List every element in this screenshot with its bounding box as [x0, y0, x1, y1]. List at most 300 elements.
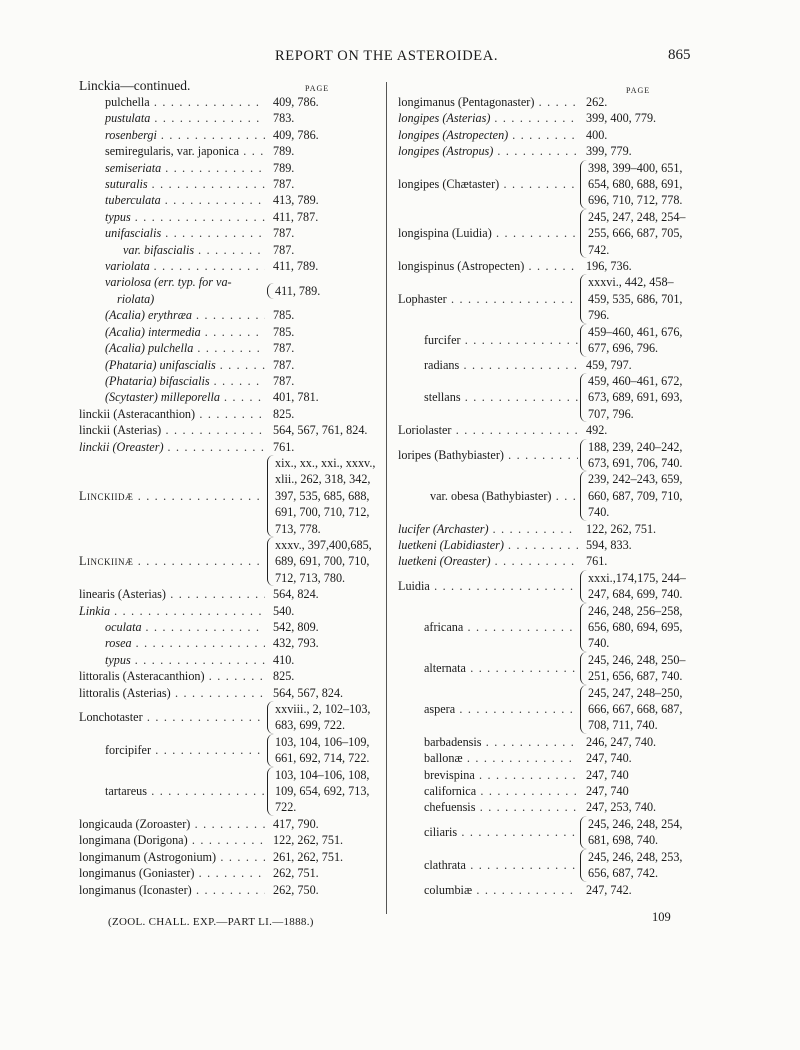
page-reference: 796.: [588, 308, 610, 323]
page-reference: 666, 667, 668, 687,: [588, 702, 683, 717]
page-references: [265, 258, 318, 274]
index-term: brevispina . . .: [398, 767, 578, 783]
page-references: [265, 160, 294, 176]
index-term: linckii (Oreaster) . . .: [79, 439, 265, 455]
index-term: rosea . . .: [79, 635, 265, 651]
page-references: [580, 324, 682, 357]
index-entry: [79, 340, 379, 356]
page-references: [265, 373, 294, 389]
index-entry: [79, 373, 379, 389]
page-reference: 401, 781.: [273, 390, 319, 405]
index-entry: [79, 307, 379, 323]
page-reference: 656, 680, 694, 695,: [588, 620, 683, 634]
running-title: REPORT ON THE ASTEROIDEA.: [275, 48, 499, 64]
page-reference: 825.: [273, 406, 295, 421]
index-entry: [79, 439, 379, 455]
page-reference: 673, 691, 706, 740.: [588, 455, 683, 470]
index-term: (Acalia) intermedia . . .: [79, 324, 265, 340]
page-references: [265, 389, 319, 405]
index-entry: [398, 750, 723, 766]
index-term: typus . . .: [79, 652, 265, 668]
page-reference: 825.: [273, 669, 295, 684]
page-reference: 410.: [273, 652, 295, 667]
index-entry: [398, 882, 723, 898]
index-entry: [398, 94, 723, 110]
index-entry: [79, 701, 379, 734]
index-entry: [398, 767, 723, 783]
right-entries: [398, 94, 723, 898]
index-term: var. bifascialis . . .: [79, 242, 265, 258]
page-reference: 564, 824.: [273, 587, 319, 602]
page-reference: 740.: [588, 505, 610, 520]
index-entry: [79, 849, 379, 865]
page-references: [267, 734, 369, 767]
page-reference: 398, 399–400, 651,: [588, 160, 683, 175]
page-reference: 787.: [273, 373, 295, 388]
index-entry: [79, 324, 379, 340]
page-references: [578, 143, 632, 159]
index-term: unifascialis . . .: [79, 225, 265, 241]
page-reference: 400.: [586, 127, 608, 142]
index-term: furcifer . . .: [398, 332, 578, 348]
page-reference: 246, 248, 256–258,: [588, 603, 683, 618]
page-reference: 262.: [586, 95, 608, 109]
page-reference: 660, 687, 709, 710,: [588, 488, 683, 503]
page-references: [265, 439, 294, 455]
page-reference: 787.: [273, 177, 295, 192]
page-reference: 742.: [588, 242, 610, 257]
page-reference: xix., xx., xxi., xxxv.,: [275, 455, 376, 470]
page-reference: 255, 666, 687, 705,: [588, 226, 683, 241]
page-reference: 399, 400, 779.: [586, 111, 657, 126]
index-entry: [398, 160, 723, 209]
index-column-left: [79, 78, 379, 898]
page-reference: 785.: [273, 308, 295, 323]
index-entry: [398, 783, 723, 799]
index-entry: [79, 734, 379, 767]
page-reference: 713, 778.: [275, 521, 321, 536]
page-references: [265, 816, 319, 832]
index-entry: [398, 521, 723, 537]
page-reference: 761.: [586, 554, 608, 569]
index-entry: [398, 799, 723, 815]
index-term: barbadensis . . .: [398, 734, 578, 750]
page-references: [265, 110, 294, 126]
index-entry: [79, 127, 379, 143]
page-references: [265, 225, 294, 241]
page-references: [580, 570, 686, 603]
index-entry: [79, 258, 379, 274]
page-references: [578, 734, 656, 750]
page-references: [265, 652, 294, 668]
page-references: [578, 127, 607, 143]
page-reference: 787.: [273, 357, 295, 372]
page-reference: 409, 786.: [273, 95, 319, 109]
page-reference: 689, 691, 700, 710,: [275, 554, 370, 569]
index-entry: [79, 192, 379, 208]
page-reference: 785.: [273, 324, 295, 339]
page-references: [265, 865, 319, 881]
index-entry: [79, 225, 379, 241]
page-reference: 247, 742.: [586, 882, 632, 897]
index-entry: [79, 406, 379, 422]
index-term: (Scytaster) milleporella . . .: [79, 389, 265, 405]
page-reference: 196, 736.: [586, 259, 632, 274]
index-entry: [398, 816, 723, 849]
page-references: [265, 324, 294, 340]
index-term: longimanus (Iconaster) . . .: [79, 882, 265, 898]
page-reference: 411, 789.: [273, 259, 319, 274]
page-references: [265, 340, 294, 356]
index-entry: [79, 635, 379, 651]
index-term: variolata . . .: [79, 258, 265, 274]
page-references: [580, 816, 682, 849]
page-reference: 245, 246, 248, 253,: [588, 849, 683, 864]
index-term: africana . . .: [398, 619, 578, 635]
index-term: longipes (Asterias) . . .: [398, 110, 578, 126]
page-references: [580, 209, 686, 258]
index-term: Lophaster . . .: [398, 291, 578, 307]
running-header: [0, 48, 800, 68]
column-divider: [386, 82, 387, 914]
index-term: forcipifer . . .: [79, 742, 265, 758]
index-entry: [79, 242, 379, 258]
index-term: luetkeni (Oreaster) . . .: [398, 553, 578, 569]
index-term: longipes (Astropus) . . .: [398, 143, 578, 159]
index-entry: [398, 110, 723, 126]
index-term: linckii (Asterias) . . .: [79, 422, 265, 438]
index-term: luetkeni (Labidiaster) . . .: [398, 537, 578, 553]
page-reference: 246, 247, 740.: [586, 734, 657, 749]
page-label-right: PAGE: [626, 86, 651, 95]
index-entry: [79, 882, 379, 898]
index-term: alternata . . .: [398, 660, 578, 676]
index-entry: [79, 586, 379, 602]
page-reference: 409, 786.: [273, 127, 319, 142]
index-term: longimana (Dorigona) . . .: [79, 832, 265, 848]
page-reference: 245, 246, 248, 250–: [588, 652, 686, 667]
index-entry: [79, 603, 379, 619]
page-references: [578, 537, 632, 553]
page-references: [265, 586, 319, 602]
page-references: [580, 849, 682, 882]
index-term: pustulata . . .: [79, 110, 265, 126]
index-entry: [79, 767, 379, 816]
index-entry: [79, 537, 379, 586]
page-reference: 492.: [586, 423, 608, 438]
page-reference: 399, 779.: [586, 144, 632, 159]
page-references: [265, 668, 294, 684]
page-references: [265, 422, 367, 438]
index-entry: [398, 570, 723, 603]
index-term: californica . . .: [398, 783, 578, 799]
page-references: [265, 832, 343, 848]
page-references: [265, 882, 319, 898]
index-term-continuation: riolata): [117, 291, 155, 306]
page-reference: 681, 698, 740.: [588, 833, 659, 848]
index-entry: [79, 94, 379, 110]
page-references: [578, 258, 632, 274]
index-entry: [398, 849, 723, 882]
page-reference: 656, 687, 742.: [588, 866, 659, 881]
index-term: (Acalia) erythræa . . .: [79, 307, 265, 323]
index-entry: [79, 652, 379, 668]
page-reference: 708, 711, 740.: [588, 718, 658, 733]
page-reference: 789.: [273, 144, 295, 159]
index-term: clathrata . . .: [398, 857, 578, 873]
index-entry: [79, 110, 379, 126]
index-entry: [398, 209, 723, 258]
page-reference: 247, 740: [586, 767, 629, 782]
page-reference: 787.: [273, 242, 295, 257]
index-term: Loriolaster . . .: [398, 422, 578, 438]
page-reference: 683, 699, 722.: [275, 718, 346, 733]
index-entry: [79, 832, 379, 848]
index-term: ballonæ . . .: [398, 750, 578, 766]
index-term: littoralis (Asterias) . . .: [79, 685, 265, 701]
page-reference: 262, 750.: [273, 882, 319, 897]
continued-heading: Linckia—continued.: [79, 78, 191, 93]
page-references: [265, 209, 318, 225]
page-reference: 397, 535, 685, 688,: [275, 488, 370, 503]
page-reference: 261, 262, 751.: [273, 849, 344, 864]
page-references: [580, 160, 682, 209]
page-reference: 459, 797.: [586, 357, 632, 372]
page-references: [578, 94, 607, 110]
index-term: columbiæ . . .: [398, 882, 578, 898]
page-references: [267, 537, 372, 586]
index-term: lucifer (Archaster) . . .: [398, 521, 578, 537]
page-references: [578, 882, 632, 898]
page-reference: 411, 787.: [273, 209, 319, 224]
index-term: Lonchotaster . . .: [79, 709, 265, 725]
page-reference: 459, 535, 686, 701,: [588, 291, 683, 306]
index-term: loripes (Bathybiaster) . . .: [398, 447, 578, 463]
index-term: longispinus (Astropecten) . . .: [398, 258, 578, 274]
page-reference: 432, 793.: [273, 636, 319, 651]
page-references: [265, 619, 319, 635]
page-reference: 103, 104, 106–109,: [275, 734, 370, 749]
page-reference: 787.: [273, 226, 295, 241]
page-references: [265, 406, 294, 422]
page-references: [267, 283, 320, 299]
page-reference: 459–460, 461, 676,: [588, 324, 683, 339]
page-references: [580, 603, 682, 652]
page-references: [578, 783, 629, 799]
index-entry: [398, 553, 723, 569]
page-reference: 251, 656, 687, 740.: [588, 669, 683, 684]
page-references: [580, 439, 682, 472]
page-references: [578, 767, 629, 783]
index-entry: [79, 816, 379, 832]
index-entry: [79, 619, 379, 635]
page-reference: 245, 246, 248, 254,: [588, 816, 683, 831]
index-term: (Acalia) pulchella . . .: [79, 340, 265, 356]
index-term: linearis (Asterias) . . .: [79, 586, 265, 602]
index-entry: [398, 357, 723, 373]
page-references: [265, 192, 319, 208]
index-entry: [398, 471, 723, 520]
page-reference: 673, 689, 691, 693,: [588, 390, 683, 405]
signature-mark: 109: [652, 910, 671, 924]
page-reference: 103, 104–106, 108,: [275, 767, 370, 782]
page-reference: 661, 692, 714, 722.: [275, 751, 370, 766]
index-term: variolosa (err. typ. for va- riolata): [79, 274, 265, 307]
index-entry: [398, 685, 723, 734]
index-term: stellans . . .: [398, 389, 578, 405]
page-reference: 761.: [273, 439, 295, 454]
index-term: semiregularis, var. japonica . . .: [79, 143, 265, 159]
index-term: ciliaris . . .: [398, 824, 578, 840]
index-term: littoralis (Asteracanthion) . . .: [79, 668, 265, 684]
page-reference: 188, 239, 240–242,: [588, 439, 683, 454]
index-term: semiseriata . . .: [79, 160, 265, 176]
page-reference: xlii., 262, 318, 342,: [275, 472, 371, 487]
page-reference: xxxi.,174,175, 244–: [588, 570, 686, 585]
page-references: [265, 849, 343, 865]
page-references: [580, 373, 682, 422]
page-reference: 783.: [273, 111, 295, 126]
index-term: typus . . .: [79, 209, 265, 225]
page-reference: 740.: [588, 636, 610, 651]
index-term: Luidia . . .: [398, 578, 578, 594]
page-number: 865: [668, 47, 691, 63]
index-entry: [79, 865, 379, 881]
index-term: pulchella . . .: [79, 94, 265, 110]
left-entries: [79, 94, 379, 898]
index-term: longimanus (Pentagonaster) . . .: [398, 94, 578, 110]
index-term: Linckiinæ . . .: [79, 553, 265, 569]
page-references: [265, 242, 294, 258]
page-reference: 564, 567, 824.: [273, 685, 344, 700]
index-entry: [398, 373, 723, 422]
page-references: [578, 799, 656, 815]
index-entry: [79, 176, 379, 192]
page-references: [265, 635, 319, 651]
page-reference: 707, 796.: [588, 406, 634, 421]
page-references: [578, 521, 656, 537]
page-references: [578, 750, 632, 766]
index-term: aspera . . .: [398, 701, 578, 717]
page-reference: 459, 460–461, 672,: [588, 373, 683, 388]
page-reference: 542, 809.: [273, 620, 319, 634]
page-reference: 564, 567, 761, 824.: [273, 423, 368, 438]
page-references: [578, 357, 632, 373]
column-head-right: [398, 78, 723, 94]
column-head-left: [79, 78, 379, 94]
index-entry: [79, 389, 379, 405]
index-term: radians . . .: [398, 357, 578, 373]
page-references: [267, 455, 375, 537]
index-term: longipes (Chætaster) . . .: [398, 176, 578, 192]
page-reference: 696, 710, 712, 778.: [588, 193, 683, 208]
page-reference: 122, 262, 751.: [586, 521, 657, 536]
index-term: Linckiidæ . . .: [79, 488, 265, 504]
index-entry: [398, 143, 723, 159]
page-reference: 691, 700, 710, 712,: [275, 505, 370, 520]
page-references: [265, 127, 319, 143]
page-references: [578, 422, 607, 438]
page-reference: xxxv., 397,400,685,: [275, 537, 372, 552]
index-term: longimanum (Astrogonium) . . .: [79, 849, 265, 865]
index-entry: [398, 537, 723, 553]
index-column-right: [398, 78, 723, 898]
page-references: [265, 143, 294, 159]
index-term: longicauda (Zoroaster) . . .: [79, 816, 265, 832]
page-reference: 247, 740: [586, 784, 629, 799]
index-entry: [79, 422, 379, 438]
index-entry: [398, 422, 723, 438]
page-reference: 245, 247, 248, 254–: [588, 209, 686, 224]
page-reference: 122, 262, 751.: [273, 833, 344, 848]
page-reference: 245, 247, 248–250,: [588, 685, 683, 700]
page-reference: 677, 696, 796.: [588, 341, 659, 356]
index-entry: [79, 357, 379, 373]
page-references: [267, 701, 370, 734]
page-reference: xxviii., 2, 102–103,: [275, 702, 371, 717]
index-entry: [398, 127, 723, 143]
index-entry: [398, 439, 723, 472]
index-entry: [79, 143, 379, 159]
index-term: tuberculata . . .: [79, 192, 265, 208]
page-reference: 247, 740.: [586, 751, 632, 766]
page-reference: xxxvi., 442, 458–: [588, 275, 674, 290]
page-reference: 540.: [273, 603, 295, 618]
page-references: [265, 357, 294, 373]
page-references: [580, 685, 682, 734]
index-entry: [79, 209, 379, 225]
page-reference: 262, 751.: [273, 866, 319, 881]
index-term: longimanus (Goniaster) . . .: [79, 865, 265, 881]
page-reference: 787.: [273, 341, 295, 356]
page-reference: 239, 242–243, 659,: [588, 472, 683, 487]
page-references: [265, 685, 343, 701]
index-entry: [79, 160, 379, 176]
page-reference: 109, 654, 692, 713,: [275, 784, 370, 799]
index-entry: [79, 668, 379, 684]
page-reference: 654, 680, 688, 691,: [588, 177, 683, 192]
index-entry: [398, 258, 723, 274]
page-reference: 789.: [273, 160, 295, 175]
index-entry: [398, 603, 723, 652]
page-reference: 712, 713, 780.: [275, 570, 346, 585]
index-entry: [398, 734, 723, 750]
page-references: [265, 307, 294, 323]
page-reference: 247, 684, 699, 740.: [588, 587, 683, 602]
index-entry: [79, 274, 379, 307]
index-term: chefuensis . . .: [398, 799, 578, 815]
index-term: tartareus . . .: [79, 783, 265, 799]
page-reference: 413, 789.: [273, 193, 319, 208]
page-references: [580, 274, 682, 323]
index-term: Linkia . . .: [79, 603, 265, 619]
page-references: [580, 652, 686, 685]
index-term: linckii (Asteracanthion) . . .: [79, 406, 265, 422]
page-references: [578, 553, 607, 569]
index-term: suturalis . . .: [79, 176, 265, 192]
index-entry: [398, 324, 723, 357]
index-term: rosenbergi . . .: [79, 127, 265, 143]
page-reference: 417, 790.: [273, 816, 319, 831]
page-references: [265, 176, 294, 192]
page-references: [267, 767, 369, 816]
index-term: longispina (Luidia) . . .: [398, 225, 578, 241]
index-term: longipes (Astropecten) . . .: [398, 127, 578, 143]
page-references: [580, 471, 682, 520]
index-term: (Phataria) unifascialis . . .: [79, 357, 265, 373]
index-entry: [398, 274, 723, 323]
index-entry: [79, 455, 379, 537]
